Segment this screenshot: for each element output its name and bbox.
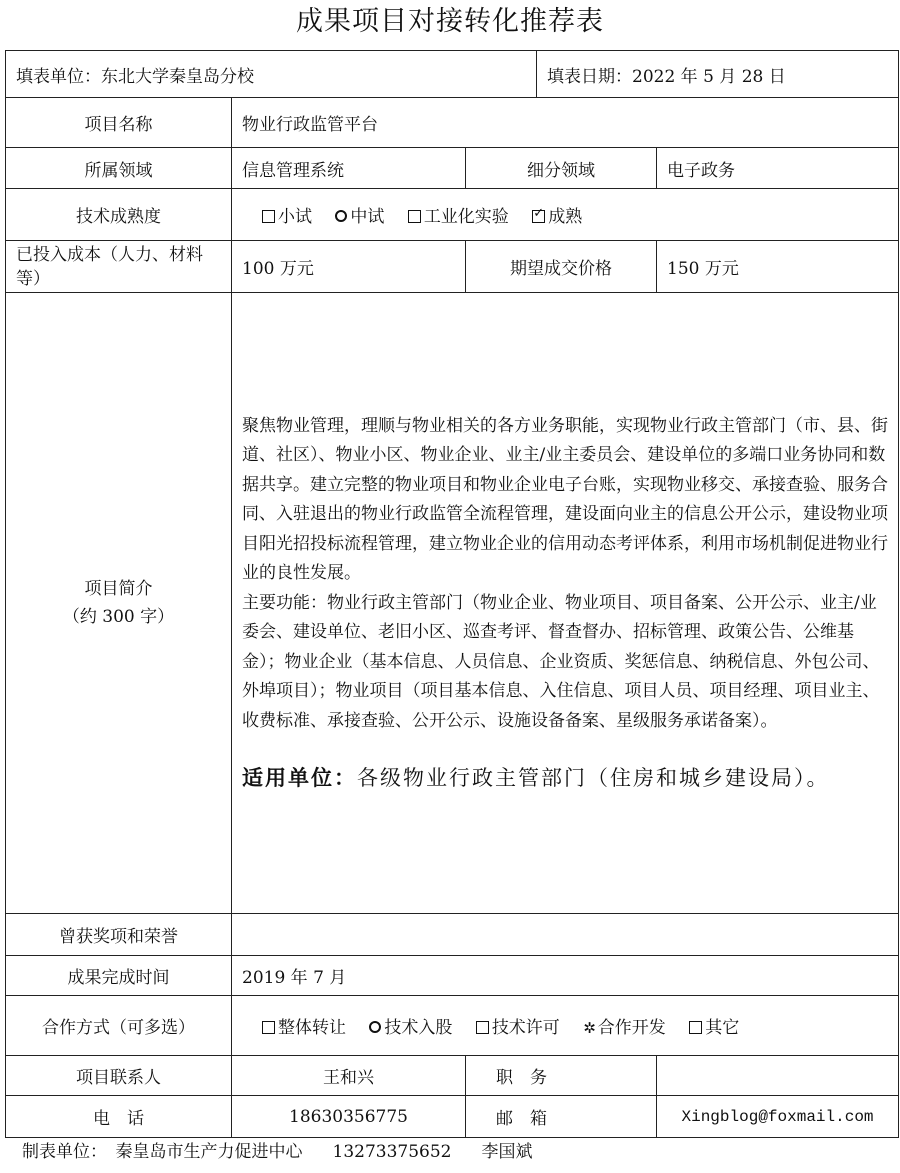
footer-person: 李国斌 <box>481 1142 533 1162</box>
option-label: 成熟 <box>548 207 583 227</box>
field-label: 所属领域 <box>6 148 232 189</box>
page-title: 成果项目对接转化推荐表 <box>296 6 604 37</box>
fill-date: 填表日期：2022 年 5 月 28 日 <box>537 51 899 98</box>
sub-field-value: 电子政务 <box>657 148 899 189</box>
price-value: 150 万元 <box>657 241 899 293</box>
title-label: 职 务 <box>466 1056 657 1096</box>
phone-label: 电 话 <box>6 1096 232 1138</box>
coop-option-license[interactable] <box>476 1013 560 1038</box>
cost-value: 100 万元 <box>232 241 466 293</box>
phone-value: 18630356775 <box>232 1096 466 1138</box>
fill-unit: 填表单位：东北大学秦皇岛分校 <box>6 51 537 98</box>
cost-row <box>6 241 899 293</box>
coop-option-transfer[interactable] <box>262 1013 346 1038</box>
complete-row <box>6 956 899 996</box>
awards-row <box>6 914 899 956</box>
option-label: 工业化实验 <box>423 207 509 227</box>
coop-option-joint[interactable] <box>583 1013 666 1038</box>
option-label: 技术许可 <box>491 1018 560 1038</box>
footer-maker: 制表单位： 秦皇岛市生产力促进中心 <box>22 1142 303 1162</box>
maturity-option-mature[interactable] <box>532 202 582 227</box>
checkbox-checked-icon <box>532 210 545 223</box>
radio-selected-icon <box>369 1021 381 1033</box>
intro-paragraph-1: 聚焦物业管理，理顺与物业相关的各方业务职能，实现物业行政主管部门（市、县、街道、社区）、物业小区、物业企业、业主/业主委员会、建设单位的多端口业务协同和数据共享。建立完整的物业项目和物业企业电子台账，实现物业移交、承接查验、服务合同、入驻退出的物业行政监管全流程管理，建设面向业主的信息公开公示，建设物业项目阳光招投标流程管理，建立物业企业的信用动态考评体系，利用市场机制促进物业行业的良性发展。 <box>242 415 888 584</box>
option-label: 整体转让 <box>278 1018 346 1038</box>
checkbox-icon <box>408 210 421 223</box>
cooperation-row <box>6 996 899 1056</box>
contact-label: 项目联系人 <box>6 1056 232 1096</box>
phone-row <box>6 1096 899 1138</box>
intro-paragraph-2: 主要功能：物业行政主管部门（物业企业、物业项目、项目备案、公开公示、业主/业委会、建设单位、老旧小区、巡查考评、督查督办、招标管理、政策公告、公维基金）；物业企业（基本信息、人员信息、企业资质、奖惩信息、纳税信息、外包公司、外埠项目）；物业项目（项目基本信息、入住信息、项目人员、项目经理、项目业主、收费标准、承接查验、公开公示、设施设备备案、星级服务承诺备案）。 <box>242 592 880 731</box>
checkbox-icon <box>689 1021 702 1034</box>
title-value <box>657 1056 899 1096</box>
intro-label-main: 项目简介 <box>84 579 153 599</box>
checkbox-icon <box>476 1021 489 1034</box>
option-label: 技术入股 <box>384 1018 453 1038</box>
maturity-row <box>6 189 899 241</box>
recommendation-form <box>5 50 899 1138</box>
project-name-value: 物业行政监管平台 <box>232 98 899 148</box>
project-name-row <box>6 98 899 148</box>
applicable-units-value: 各级物业行政主管部门（住房和城乡建设局）。 <box>357 766 830 791</box>
intro-row <box>6 293 899 914</box>
contact-row <box>6 1056 899 1096</box>
field-value: 信息管理系统 <box>232 148 466 189</box>
maturity-options <box>232 189 899 241</box>
footer <box>22 1140 562 1164</box>
radio-selected-icon <box>335 210 347 222</box>
gear-icon: ✲ <box>583 1019 596 1037</box>
option-label: 合作开发 <box>597 1018 666 1038</box>
option-label: 其它 <box>705 1018 740 1038</box>
checkbox-icon <box>262 1021 275 1034</box>
sub-field-label: 细分领域 <box>466 148 657 189</box>
email-label: 邮 箱 <box>466 1096 657 1138</box>
awards-label: 曾获奖项和荣誉 <box>6 914 232 956</box>
intro-content <box>232 293 899 914</box>
maturity-option-pilot[interactable] <box>262 202 312 227</box>
intro-label-sub: （约 300 字） <box>62 607 175 627</box>
email-value: Xingblog@foxmail.com <box>657 1096 899 1138</box>
complete-label: 成果完成时间 <box>6 956 232 996</box>
option-label: 中试 <box>350 207 385 227</box>
checkbox-icon <box>262 210 275 223</box>
cost-label: 已投入成本（人力、材料等） <box>6 241 232 293</box>
maturity-label: 技术成熟度 <box>6 189 232 241</box>
awards-value <box>232 914 899 956</box>
coop-option-equity[interactable] <box>369 1013 452 1038</box>
intro-label <box>6 293 232 914</box>
contact-value: 王和兴 <box>232 1056 466 1096</box>
complete-value: 2019 年 7 月 <box>232 956 899 996</box>
cooperation-options <box>232 996 899 1056</box>
footer-phone: 13273375652 <box>332 1142 452 1162</box>
coop-option-other[interactable] <box>689 1013 739 1038</box>
applicable-units <box>242 762 888 794</box>
project-name-label: 项目名称 <box>6 98 232 148</box>
cooperation-label: 合作方式（可多选） <box>6 996 232 1056</box>
applicable-units-label: 适用单位： <box>242 766 357 791</box>
header-row <box>6 51 899 98</box>
price-label: 期望成交价格 <box>466 241 657 293</box>
maturity-option-industrial[interactable] <box>408 202 509 227</box>
maturity-option-midtest[interactable] <box>335 202 384 227</box>
option-label: 小试 <box>278 207 312 227</box>
field-row <box>6 148 899 189</box>
